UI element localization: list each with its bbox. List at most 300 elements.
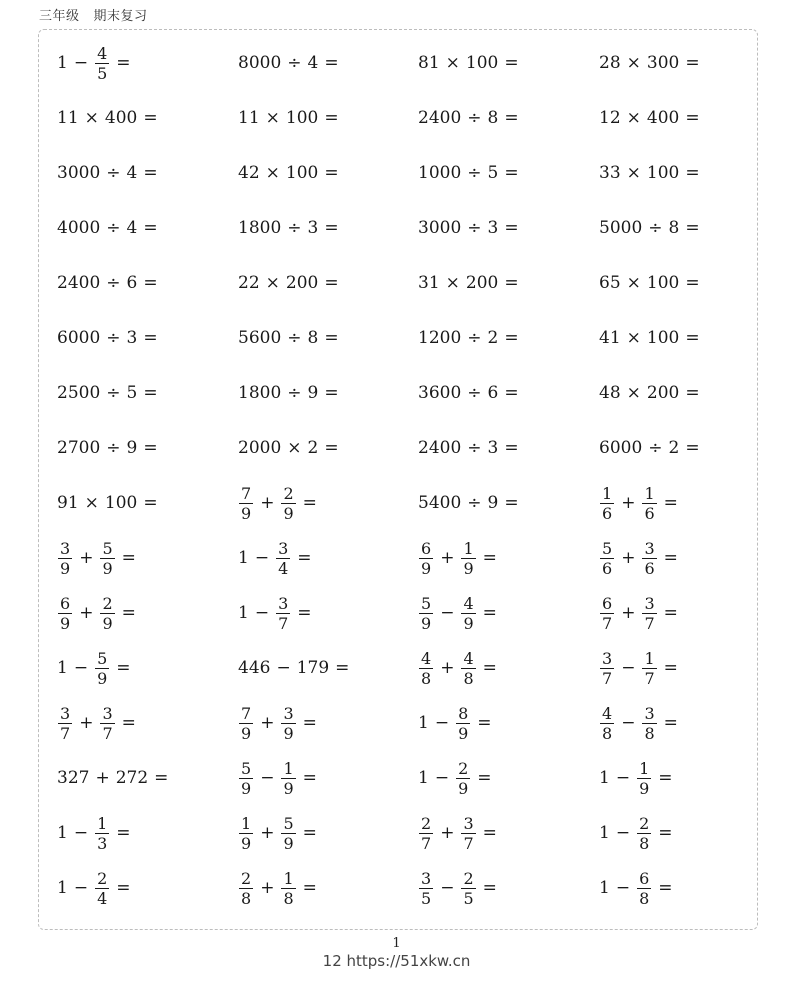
equals-sign: = bbox=[116, 658, 131, 678]
math-problem bbox=[57, 205, 158, 251]
number: 4 bbox=[307, 53, 319, 73]
number: 2400 bbox=[418, 438, 462, 458]
number: 2500 bbox=[57, 383, 101, 403]
math-problem bbox=[418, 425, 519, 471]
equals-sign: = bbox=[154, 768, 169, 788]
math-problem bbox=[238, 425, 339, 471]
operator: ÷ bbox=[106, 163, 121, 183]
math-problem bbox=[418, 205, 519, 251]
denominator: 7 bbox=[278, 613, 289, 633]
math-problem bbox=[418, 755, 492, 801]
math-problem bbox=[238, 755, 317, 801]
math-problem bbox=[599, 205, 700, 251]
math-problem bbox=[57, 480, 158, 526]
math-problem bbox=[599, 40, 700, 86]
equals-sign: = bbox=[297, 548, 312, 568]
numerator: 4 bbox=[421, 648, 432, 668]
denominator: 9 bbox=[102, 613, 113, 633]
fraction bbox=[461, 539, 475, 578]
numerator: 5 bbox=[102, 538, 113, 558]
math-problem bbox=[418, 480, 519, 526]
number: 9 bbox=[487, 493, 499, 513]
number: 1 bbox=[238, 548, 249, 568]
equals-sign: = bbox=[143, 493, 158, 513]
denominator: 9 bbox=[102, 558, 113, 578]
fraction bbox=[58, 704, 72, 743]
number: 100 bbox=[285, 108, 319, 128]
fraction bbox=[637, 869, 651, 908]
numerator: 6 bbox=[602, 593, 613, 613]
operator: − bbox=[615, 878, 631, 898]
equals-sign: = bbox=[658, 768, 673, 788]
number: 81 bbox=[418, 53, 440, 73]
math-problem bbox=[418, 40, 519, 86]
numerator: 2 bbox=[639, 813, 650, 833]
operator: ÷ bbox=[287, 53, 302, 73]
equals-sign: = bbox=[504, 163, 519, 183]
denominator: 5 bbox=[97, 63, 108, 83]
number: 1 bbox=[599, 878, 610, 898]
denominator: 9 bbox=[60, 558, 71, 578]
denominator: 9 bbox=[639, 778, 650, 798]
number: 179 bbox=[296, 658, 330, 678]
math-problem bbox=[599, 95, 700, 141]
fraction bbox=[281, 869, 295, 908]
equals-sign: = bbox=[663, 713, 678, 733]
number: 1200 bbox=[418, 328, 462, 348]
denominator: 9 bbox=[283, 503, 294, 523]
denominator: 4 bbox=[278, 558, 289, 578]
denominator: 7 bbox=[102, 723, 113, 743]
fraction bbox=[600, 539, 614, 578]
math-problem bbox=[599, 700, 678, 746]
operator: + bbox=[79, 548, 94, 568]
page-number: 1 bbox=[392, 936, 401, 951]
numerator: 3 bbox=[283, 703, 294, 723]
equals-sign: = bbox=[143, 108, 158, 128]
fraction bbox=[642, 539, 656, 578]
number: 4 bbox=[126, 218, 138, 238]
numerator: 1 bbox=[97, 813, 108, 833]
equals-sign: = bbox=[143, 438, 158, 458]
number: 6 bbox=[126, 273, 138, 293]
grade-label: 三年级 bbox=[39, 9, 80, 24]
operator: × bbox=[445, 53, 460, 73]
operator: ÷ bbox=[287, 328, 302, 348]
operator: + bbox=[440, 823, 455, 843]
numerator: 5 bbox=[97, 648, 108, 668]
number: 1800 bbox=[238, 218, 282, 238]
denominator: 9 bbox=[283, 723, 294, 743]
numerator: 3 bbox=[602, 648, 613, 668]
number: 1 bbox=[418, 713, 429, 733]
denominator: 8 bbox=[241, 888, 252, 908]
operator: − bbox=[621, 713, 636, 733]
equals-sign: = bbox=[685, 53, 700, 73]
fraction bbox=[456, 704, 470, 743]
denominator: 7 bbox=[602, 668, 613, 688]
operator: × bbox=[626, 108, 641, 128]
number: 6 bbox=[487, 383, 499, 403]
math-problem bbox=[57, 590, 136, 636]
number: 3000 bbox=[57, 163, 101, 183]
number: 3600 bbox=[418, 383, 462, 403]
fraction bbox=[239, 484, 253, 523]
equals-sign: = bbox=[143, 163, 158, 183]
equals-sign: = bbox=[504, 273, 519, 293]
math-problem bbox=[418, 370, 519, 416]
operator: + bbox=[260, 878, 275, 898]
operator: ÷ bbox=[467, 383, 482, 403]
denominator: 9 bbox=[283, 778, 294, 798]
math-problem bbox=[599, 150, 700, 196]
equals-sign: = bbox=[302, 768, 317, 788]
number: 1 bbox=[57, 53, 68, 73]
denominator: 9 bbox=[241, 723, 252, 743]
math-problem bbox=[238, 205, 339, 251]
denominator: 7 bbox=[421, 833, 432, 853]
equals-sign: = bbox=[685, 163, 700, 183]
number: 8 bbox=[307, 328, 319, 348]
math-problem bbox=[57, 865, 131, 911]
number: 3 bbox=[307, 218, 319, 238]
denominator: 9 bbox=[241, 503, 252, 523]
operator: − bbox=[73, 53, 89, 73]
math-problem bbox=[418, 645, 497, 691]
denominator: 4 bbox=[97, 888, 108, 908]
number: 9 bbox=[126, 438, 138, 458]
fraction bbox=[600, 649, 614, 688]
number: 8000 bbox=[238, 53, 282, 73]
fraction bbox=[276, 539, 290, 578]
numerator: 3 bbox=[60, 538, 71, 558]
equals-sign: = bbox=[121, 603, 136, 623]
number: 100 bbox=[465, 53, 499, 73]
number: 3000 bbox=[418, 218, 462, 238]
operator: × bbox=[84, 108, 99, 128]
numerator: 1 bbox=[602, 483, 613, 503]
denominator: 9 bbox=[97, 668, 108, 688]
fraction bbox=[95, 869, 109, 908]
fraction bbox=[95, 44, 109, 83]
numerator: 3 bbox=[278, 593, 289, 613]
equals-sign: = bbox=[504, 108, 519, 128]
operator: ÷ bbox=[467, 108, 482, 128]
numerator: 1 bbox=[644, 483, 655, 503]
equals-sign: = bbox=[121, 713, 136, 733]
operator: ÷ bbox=[106, 438, 121, 458]
number: 41 bbox=[599, 328, 621, 348]
numerator: 5 bbox=[421, 593, 432, 613]
numerator: 3 bbox=[644, 703, 655, 723]
fraction bbox=[419, 814, 433, 853]
fraction bbox=[642, 484, 656, 523]
number: 1 bbox=[599, 768, 610, 788]
denominator: 7 bbox=[463, 833, 474, 853]
denominator: 7 bbox=[644, 668, 655, 688]
number: 272 bbox=[115, 768, 149, 788]
equals-sign: = bbox=[685, 273, 700, 293]
fraction bbox=[600, 704, 614, 743]
operator: ÷ bbox=[106, 328, 121, 348]
numerator: 1 bbox=[241, 813, 252, 833]
fraction bbox=[100, 594, 114, 633]
number: 28 bbox=[599, 53, 621, 73]
equals-sign: = bbox=[116, 878, 131, 898]
numerator: 3 bbox=[644, 538, 655, 558]
denominator: 3 bbox=[97, 833, 108, 853]
denominator: 8 bbox=[602, 723, 613, 743]
number: 8 bbox=[487, 108, 499, 128]
operator: × bbox=[626, 383, 641, 403]
number: 6000 bbox=[599, 438, 643, 458]
fraction bbox=[281, 814, 295, 853]
operator: ÷ bbox=[648, 438, 663, 458]
fraction bbox=[456, 759, 470, 798]
equals-sign: = bbox=[482, 658, 497, 678]
number: 1800 bbox=[238, 383, 282, 403]
numerator: 2 bbox=[97, 868, 108, 888]
number: 200 bbox=[465, 273, 499, 293]
numerator: 8 bbox=[458, 703, 469, 723]
section-label: 期末复习 bbox=[93, 9, 148, 24]
denominator: 8 bbox=[421, 668, 432, 688]
number: 100 bbox=[646, 273, 680, 293]
operator: ÷ bbox=[648, 218, 663, 238]
math-problem bbox=[238, 865, 317, 911]
fraction bbox=[276, 594, 290, 633]
number: 3 bbox=[487, 438, 499, 458]
equals-sign: = bbox=[482, 548, 497, 568]
numerator: 4 bbox=[463, 593, 474, 613]
number: 200 bbox=[646, 383, 680, 403]
math-problem bbox=[238, 260, 339, 306]
number: 100 bbox=[104, 493, 138, 513]
operator: + bbox=[79, 603, 94, 623]
math-problem bbox=[418, 95, 519, 141]
operator: + bbox=[621, 548, 636, 568]
equals-sign: = bbox=[663, 658, 678, 678]
numerator: 2 bbox=[283, 483, 294, 503]
equals-sign: = bbox=[685, 383, 700, 403]
number: 2700 bbox=[57, 438, 101, 458]
operator: + bbox=[621, 493, 636, 513]
math-problem bbox=[238, 480, 317, 526]
operator: + bbox=[95, 768, 110, 788]
math-problem bbox=[599, 425, 700, 471]
number: 1 bbox=[57, 823, 68, 843]
number: 3 bbox=[126, 328, 138, 348]
number: 1 bbox=[57, 658, 68, 678]
math-problem bbox=[238, 370, 339, 416]
operator: × bbox=[626, 328, 641, 348]
numerator: 1 bbox=[644, 648, 655, 668]
numerator: 3 bbox=[60, 703, 71, 723]
number: 11 bbox=[238, 108, 260, 128]
math-problem bbox=[418, 315, 519, 361]
numerator: 2 bbox=[458, 758, 469, 778]
math-problem bbox=[238, 535, 312, 581]
denominator: 9 bbox=[421, 558, 432, 578]
operator: ÷ bbox=[287, 218, 302, 238]
number: 5400 bbox=[418, 493, 462, 513]
equals-sign: = bbox=[143, 328, 158, 348]
math-problem bbox=[599, 480, 678, 526]
number: 22 bbox=[238, 273, 260, 293]
equals-sign: = bbox=[482, 878, 497, 898]
math-problem bbox=[418, 535, 497, 581]
denominator: 8 bbox=[644, 723, 655, 743]
operator: − bbox=[254, 548, 270, 568]
operator: ÷ bbox=[106, 218, 121, 238]
numerator: 6 bbox=[60, 593, 71, 613]
equals-sign: = bbox=[324, 383, 339, 403]
number: 5000 bbox=[599, 218, 643, 238]
equals-sign: = bbox=[302, 493, 317, 513]
equals-sign: = bbox=[477, 768, 492, 788]
number: 12 bbox=[599, 108, 621, 128]
denominator: 7 bbox=[60, 723, 71, 743]
fraction bbox=[419, 594, 433, 633]
numerator: 3 bbox=[421, 868, 432, 888]
operator: ÷ bbox=[287, 383, 302, 403]
operator: ÷ bbox=[467, 218, 482, 238]
equals-sign: = bbox=[477, 713, 492, 733]
denominator: 9 bbox=[463, 558, 474, 578]
number: 4 bbox=[126, 163, 138, 183]
fraction bbox=[58, 594, 72, 633]
math-problem bbox=[599, 260, 700, 306]
fraction bbox=[95, 649, 109, 688]
operator: − bbox=[276, 658, 291, 678]
equals-sign: = bbox=[335, 658, 350, 678]
operator: × bbox=[626, 273, 641, 293]
operator: − bbox=[440, 603, 455, 623]
math-problem bbox=[57, 700, 136, 746]
numerator: 4 bbox=[602, 703, 613, 723]
equals-sign: = bbox=[685, 218, 700, 238]
operator: ÷ bbox=[467, 163, 482, 183]
math-problem bbox=[418, 865, 497, 911]
numerator: 5 bbox=[283, 813, 294, 833]
numerator: 3 bbox=[644, 593, 655, 613]
equals-sign: = bbox=[663, 493, 678, 513]
equals-sign: = bbox=[324, 438, 339, 458]
equals-sign: = bbox=[685, 328, 700, 348]
number: 5 bbox=[126, 383, 138, 403]
operator: × bbox=[265, 108, 280, 128]
math-problem bbox=[57, 810, 131, 856]
fraction bbox=[600, 484, 614, 523]
denominator: 6 bbox=[602, 558, 613, 578]
math-problem bbox=[238, 40, 339, 86]
footer-url: 12 https://51xkw.cn bbox=[322, 952, 471, 970]
operator: ÷ bbox=[467, 438, 482, 458]
number: 1000 bbox=[418, 163, 462, 183]
fraction bbox=[461, 814, 475, 853]
equals-sign: = bbox=[663, 603, 678, 623]
math-problem bbox=[238, 700, 317, 746]
equals-sign: = bbox=[658, 823, 673, 843]
denominator: 5 bbox=[421, 888, 432, 908]
operator: − bbox=[73, 878, 89, 898]
number: 400 bbox=[104, 108, 138, 128]
math-problem bbox=[599, 755, 673, 801]
number: 1 bbox=[238, 603, 249, 623]
math-problem bbox=[599, 810, 673, 856]
fraction bbox=[642, 704, 656, 743]
operator: ÷ bbox=[467, 328, 482, 348]
denominator: 6 bbox=[644, 558, 655, 578]
fraction bbox=[281, 484, 295, 523]
fraction bbox=[642, 649, 656, 688]
fraction bbox=[461, 649, 475, 688]
number: 200 bbox=[285, 273, 319, 293]
operator: − bbox=[615, 768, 631, 788]
fraction bbox=[239, 869, 253, 908]
numerator: 2 bbox=[241, 868, 252, 888]
equals-sign: = bbox=[143, 273, 158, 293]
equals-sign: = bbox=[504, 493, 519, 513]
number: 8 bbox=[668, 218, 680, 238]
fraction bbox=[637, 814, 651, 853]
math-problem bbox=[238, 150, 339, 196]
denominator: 9 bbox=[60, 613, 71, 633]
fraction bbox=[461, 594, 475, 633]
numerator: 1 bbox=[639, 758, 650, 778]
fraction bbox=[419, 869, 433, 908]
fraction bbox=[642, 594, 656, 633]
equals-sign: = bbox=[504, 328, 519, 348]
equals-sign: = bbox=[297, 603, 312, 623]
number: 48 bbox=[599, 383, 621, 403]
fraction bbox=[100, 539, 114, 578]
number: 1 bbox=[599, 823, 610, 843]
number: 1 bbox=[418, 768, 429, 788]
equals-sign: = bbox=[143, 383, 158, 403]
math-problem bbox=[57, 260, 158, 306]
numerator: 1 bbox=[463, 538, 474, 558]
operator: + bbox=[440, 548, 455, 568]
fraction bbox=[419, 539, 433, 578]
number: 2 bbox=[487, 328, 499, 348]
numerator: 2 bbox=[102, 593, 113, 613]
number: 2000 bbox=[238, 438, 282, 458]
denominator: 8 bbox=[283, 888, 294, 908]
denominator: 9 bbox=[283, 833, 294, 853]
operator: − bbox=[615, 823, 631, 843]
number: 100 bbox=[646, 328, 680, 348]
denominator: 8 bbox=[639, 888, 650, 908]
number: 3 bbox=[487, 218, 499, 238]
operator: + bbox=[260, 493, 275, 513]
denominator: 9 bbox=[421, 613, 432, 633]
denominator: 8 bbox=[463, 668, 474, 688]
numerator: 3 bbox=[102, 703, 113, 723]
number: 11 bbox=[57, 108, 79, 128]
numerator: 3 bbox=[278, 538, 289, 558]
numerator: 3 bbox=[463, 813, 474, 833]
denominator: 6 bbox=[602, 503, 613, 523]
math-problem bbox=[238, 95, 339, 141]
equals-sign: = bbox=[658, 878, 673, 898]
numerator: 6 bbox=[639, 868, 650, 888]
operator: × bbox=[287, 438, 302, 458]
math-problem bbox=[599, 315, 700, 361]
fraction bbox=[239, 814, 253, 853]
fraction bbox=[58, 539, 72, 578]
numerator: 4 bbox=[463, 648, 474, 668]
